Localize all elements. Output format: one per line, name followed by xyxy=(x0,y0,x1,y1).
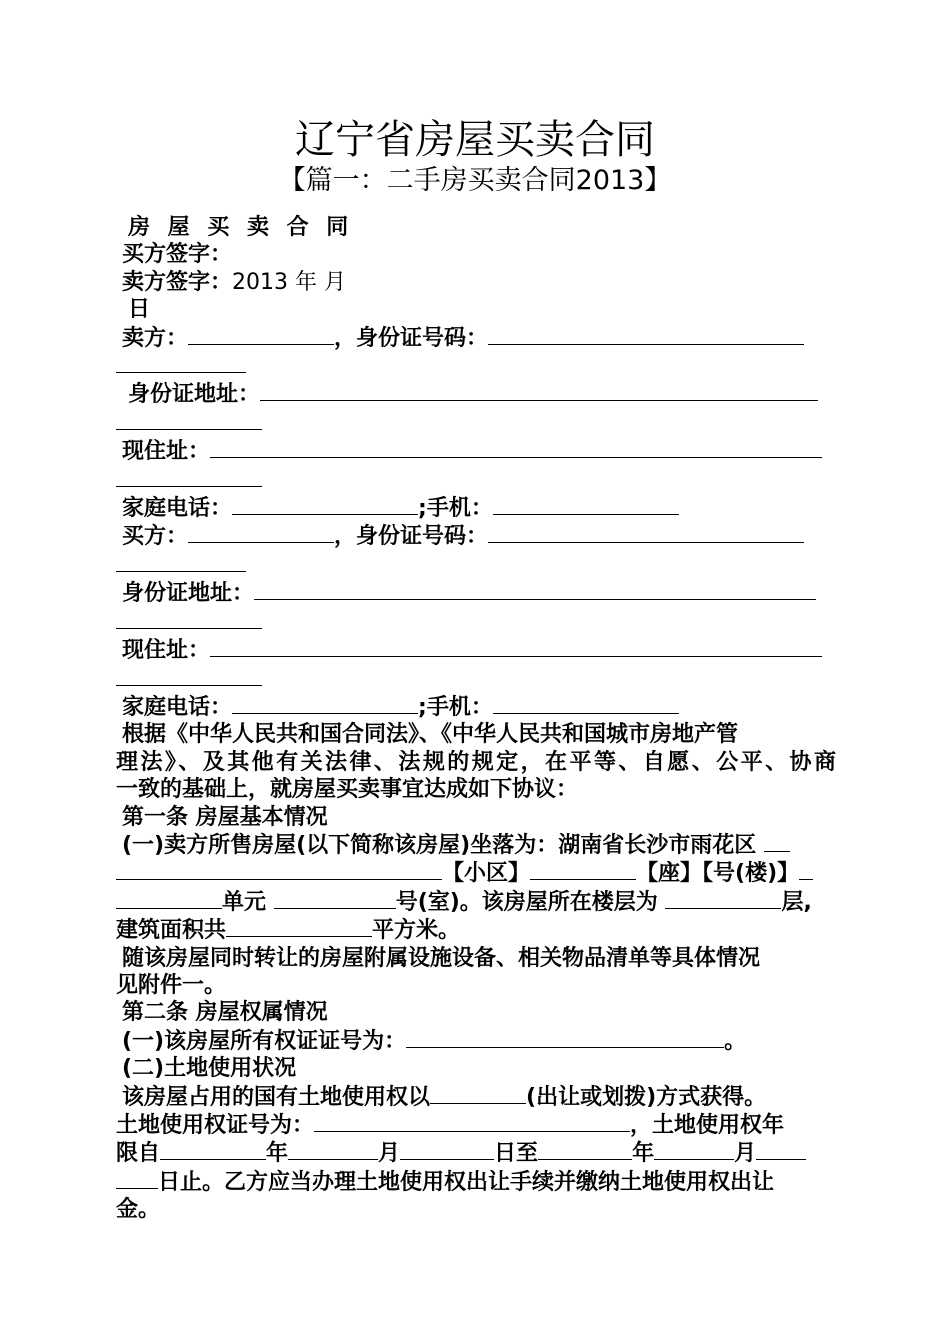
seller-signature-date: 2013 年 月 xyxy=(232,269,346,295)
land-cert-label: 土地使用权证号为： xyxy=(116,1113,315,1138)
buyer-id-address-line xyxy=(116,579,836,607)
year-label-2: 年 xyxy=(632,1141,655,1167)
area-blank[interactable] xyxy=(226,916,372,937)
day-label: 日 xyxy=(128,297,151,323)
seller-id-label: ，身份证号码： xyxy=(334,325,489,351)
seller-current-address-line xyxy=(116,437,836,465)
seller-id-blank-cont[interactable] xyxy=(116,352,246,373)
floor-blank[interactable] xyxy=(665,888,781,909)
day-to-label: 日至 xyxy=(494,1141,539,1167)
month-label-2: 月 xyxy=(734,1141,757,1167)
article-1-unit-line xyxy=(116,888,836,916)
land-term-end-line xyxy=(116,1168,836,1196)
document-title: 辽宁省房屋买卖合同 xyxy=(295,117,655,163)
seller-current-address-blank[interactable] xyxy=(210,437,822,458)
ownership-cert-end: 。 xyxy=(724,1028,747,1054)
blank-continuation xyxy=(116,409,836,437)
blank-continuation xyxy=(116,608,836,636)
seller-home-phone-blank[interactable] xyxy=(232,494,418,515)
address-blank[interactable] xyxy=(116,859,442,880)
buyer-home-phone-label: 家庭电话： xyxy=(122,694,233,720)
attachment-line: 见附件一。 xyxy=(116,972,227,998)
seller-signature-line xyxy=(116,269,836,296)
term-to-day-blank-cont[interactable] xyxy=(116,1168,158,1189)
seller-current-address-blank-cont[interactable] xyxy=(116,466,262,487)
room-blank[interactable] xyxy=(274,888,396,909)
seller-current-address-label: 现住址： xyxy=(122,439,211,465)
land-use-method-suffix: (出让或划拨)方式获得。 xyxy=(526,1084,767,1110)
seller-home-phone-label: 家庭电话： xyxy=(122,496,233,522)
blank-continuation xyxy=(116,466,836,494)
buyer-current-address-label: 现住址： xyxy=(122,638,211,664)
seller-phone-line xyxy=(116,494,836,522)
land-term-label: ，土地使用权年 xyxy=(630,1113,785,1138)
buyer-phone-line xyxy=(116,693,836,721)
blank-continuation xyxy=(116,551,836,579)
seller-id-blank[interactable] xyxy=(488,324,804,345)
unit-blank[interactable] xyxy=(116,888,222,909)
sqm-label: 平方米。 xyxy=(372,918,461,944)
attachment-line: 随该房屋同时转让的房屋附属设施设备、相关物品清单等具体情况 xyxy=(122,945,761,971)
blank-continuation xyxy=(116,352,836,380)
land-term-line xyxy=(116,1139,836,1167)
ownership-cert-label: (一)该房屋所有权证证号为： xyxy=(122,1028,407,1054)
land-use-method-line xyxy=(116,1083,836,1111)
land-cert-line xyxy=(116,1111,836,1139)
term-from-day-blank[interactable] xyxy=(400,1139,494,1160)
buyer-signature-label: 买方签字： xyxy=(122,242,233,268)
term-to-year-blank[interactable] xyxy=(538,1139,632,1160)
seller-id-address-line xyxy=(116,380,836,408)
zuo-label: 【座】【号(楼)】 xyxy=(636,861,800,887)
intro-paragraph-line: 根据《中华人民共和国合同法》、《中华人民共和国城市房地产管 xyxy=(122,722,739,748)
term-from-label: 限自 xyxy=(116,1141,161,1167)
xiaoqu-label: 【小区】 xyxy=(442,861,531,887)
land-term-last-line: 金。 xyxy=(116,1197,161,1223)
buyer-id-blank[interactable] xyxy=(488,522,804,543)
term-to-day-blank[interactable] xyxy=(756,1139,806,1160)
buyer-current-address-line xyxy=(116,636,836,664)
term-from-year-blank[interactable] xyxy=(160,1139,266,1160)
transfer-fee-text: 日止。乙方应当办理土地使用权出让手续并缴纳土地使用权出让 xyxy=(158,1169,775,1195)
buyer-id-blank-cont[interactable] xyxy=(116,551,246,572)
contract-body xyxy=(116,214,836,1224)
seller-name-blank[interactable] xyxy=(188,324,334,345)
buyer-label: 买方： xyxy=(122,524,189,550)
term-to-month-blank[interactable] xyxy=(654,1139,734,1160)
seller-id-address-blank[interactable] xyxy=(260,380,818,401)
building-blank[interactable] xyxy=(799,859,813,880)
land-cert-blank[interactable] xyxy=(314,1111,630,1132)
seller-signature-label: 卖方签字： xyxy=(122,269,233,295)
seller-id-address-blank-cont[interactable] xyxy=(116,409,262,430)
seller-mobile-label: ;手机： xyxy=(418,496,493,522)
buyer-current-address-blank[interactable] xyxy=(210,636,822,657)
buyer-home-phone-blank[interactable] xyxy=(232,693,418,714)
xiaoqu-blank[interactable] xyxy=(530,859,636,880)
document-subtitle: 【篇一：二手房买卖合同2013】 xyxy=(278,165,672,196)
location-text: (一)卖方所售房屋(以下简称该房屋)坐落为：湖南省长沙市雨花区 xyxy=(122,832,757,858)
land-use-method-label: 该房屋占用的国有土地使用权以 xyxy=(122,1084,431,1110)
buyer-mobile-blank[interactable] xyxy=(493,693,679,714)
seller-label: 卖方： xyxy=(122,325,189,351)
buyer-line xyxy=(116,522,836,550)
year-label: 年 xyxy=(266,1141,289,1167)
buyer-id-label: ，身份证号码： xyxy=(334,524,489,550)
contract-heading: 房 屋 买 卖 合 同 xyxy=(128,215,354,240)
seller-line xyxy=(116,324,836,352)
month-label: 月 xyxy=(378,1141,401,1167)
article-1-location-line-2 xyxy=(116,859,836,887)
floor-label: 层, xyxy=(781,889,812,915)
ownership-cert-line xyxy=(116,1027,836,1055)
area-label: 建筑面积共 xyxy=(116,918,227,944)
term-from-month-blank[interactable] xyxy=(288,1139,378,1160)
seller-mobile-blank[interactable] xyxy=(493,494,679,515)
seller-id-address-label: 身份证地址： xyxy=(128,382,261,408)
unit-label: 单元 xyxy=(222,889,267,915)
buyer-mobile-label: ;手机： xyxy=(418,694,493,720)
buyer-id-address-blank-cont[interactable] xyxy=(116,608,262,629)
buyer-id-address-label: 身份证地址： xyxy=(122,581,255,607)
ownership-cert-blank[interactable] xyxy=(406,1027,724,1048)
land-use-method-blank[interactable] xyxy=(430,1083,526,1104)
intro-paragraph-line: 理法》、及其他有关法律、法规的规定，在平等、自愿、公平、协商 xyxy=(116,749,836,775)
buyer-current-address-blank-cont[interactable] xyxy=(116,665,262,686)
location-blank[interactable] xyxy=(764,831,790,852)
buyer-name-blank[interactable] xyxy=(188,522,334,543)
blank-continuation xyxy=(116,665,836,693)
buyer-id-address-blank[interactable] xyxy=(254,579,816,600)
land-use-heading: (二)土地使用状况 xyxy=(122,1056,297,1082)
intro-paragraph-line: 一致的基础上，就房屋买卖事宜达成如下协议： xyxy=(116,777,579,803)
room-label: 号(室)。该房屋所在楼层为 xyxy=(395,889,658,915)
article-1-location-line xyxy=(116,831,836,859)
article-2-title: 第二条 房屋权属情况 xyxy=(122,1000,328,1026)
article-1-area-line xyxy=(116,916,836,944)
article-1-title: 第一条 房屋基本情况 xyxy=(122,804,328,830)
